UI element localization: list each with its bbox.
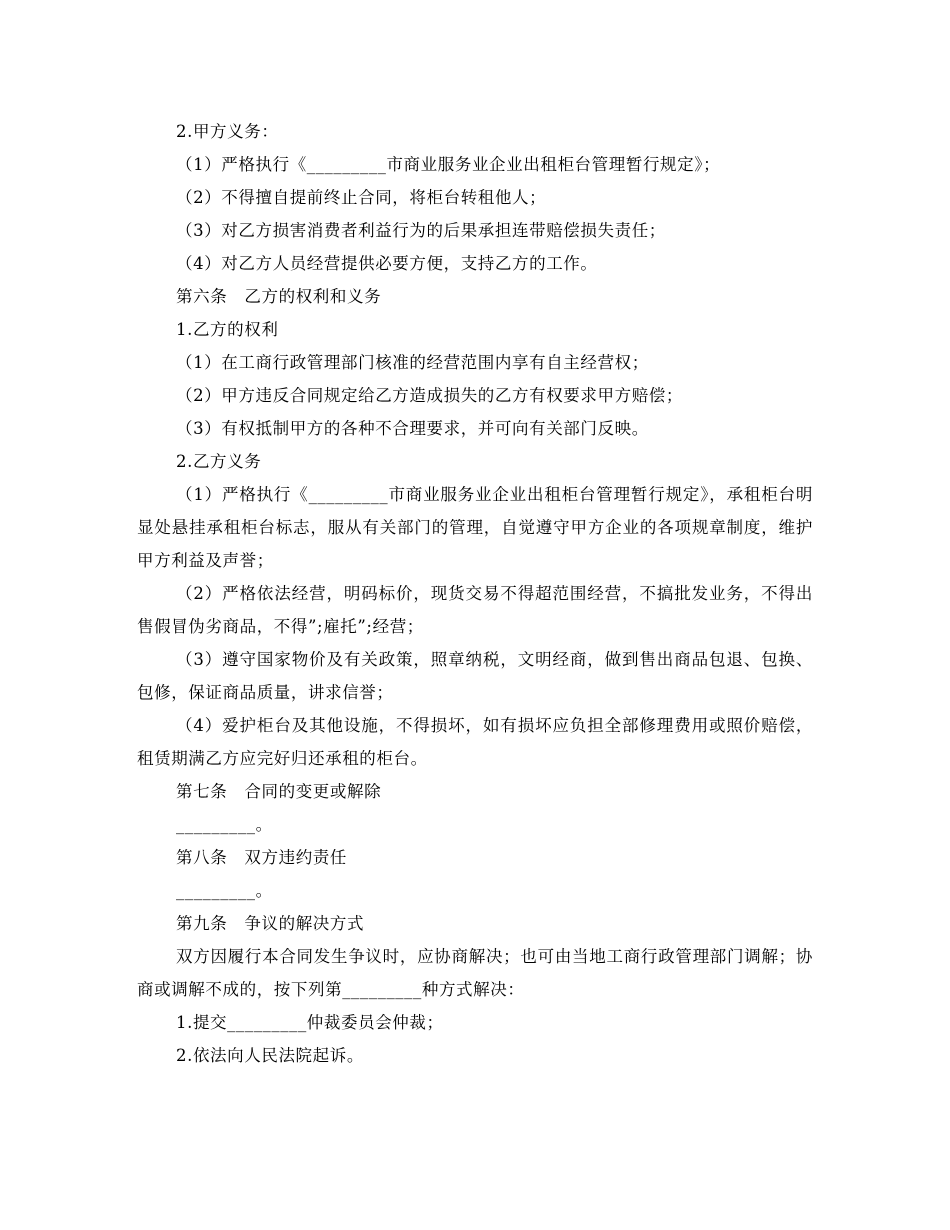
paragraph: （3）遵守国家物价及有关政策，照章纳税，文明经商，做到售出商品包退、包换、包修，保证商品质量，讲求信誉； [137, 650, 813, 702]
section-heading: 第九条 争议的解决方式 [176, 914, 365, 933]
text-line: （1）在工商行政管理部门核准的经营范围内享有自主经营权； [176, 353, 649, 372]
text-line: （3）有权抵制甲方的各种不合理要求，并可向有关部门反映。 [176, 419, 649, 438]
section-heading: 第七条 合同的变更或解除 [176, 782, 382, 801]
section-heading: 第六条 乙方的权利和义务 [176, 287, 382, 306]
document-body [137, 115, 813, 1072]
text-line: （3）对乙方损害消费者利益行为的后果承担连带赔偿损失责任； [176, 221, 666, 240]
text-line: 2.甲方义务： [176, 122, 279, 141]
paragraph: 双方因履行本合同发生争议时，应协商解决；也可由当地工商行政管理部门调解；协商或调解不成的，按下列第_________种方式解决： [137, 947, 813, 999]
text-line: 1.乙方的权利 [176, 320, 279, 339]
section-heading: 第八条 双方违约责任 [176, 848, 347, 867]
paragraph: （4）爱护柜台及其他设施，不得损坏，如有损坏应负担全部修理费用或照价赔偿，租赁期满乙方应完好归还承租的柜台。 [137, 716, 813, 768]
text-line: 1.提交_________仲裁委员会仲裁； [176, 1013, 444, 1032]
text-line: （2）不得擅自提前终止合同，将柜台转租他人； [176, 188, 547, 207]
text-line: 2.依法向人民法院起诉。 [176, 1046, 364, 1065]
text-line: （4）对乙方人员经营提供必要方便，支持乙方的工作。 [176, 254, 598, 273]
paragraph: （1）严格执行《_________市商业服务业企业出租柜台管理暂行规定》，承租柜台明显处悬挂承租柜台标志，服从有关部门的管理，自觉遵守甲方企业的各项规章制度，维护甲方利益及声誉； [137, 485, 813, 570]
blank-field-line: _________。 [176, 815, 273, 834]
blank-field-line: _________。 [176, 881, 273, 900]
text-line: 2.乙方义务 [176, 452, 262, 471]
text-line: （1）严格执行《_________市商业服务业企业出租柜台管理暂行规定》； [176, 155, 721, 174]
text-line: （2）甲方违反合同规定给乙方造成损失的乙方有权要求甲方赔偿； [176, 386, 683, 405]
paragraph: （2）严格依法经营，明码标价，现货交易不得超范围经营，不搞批发业务，不得出售假冒伪劣商品，不得”;雇托”;经营； [137, 584, 813, 636]
